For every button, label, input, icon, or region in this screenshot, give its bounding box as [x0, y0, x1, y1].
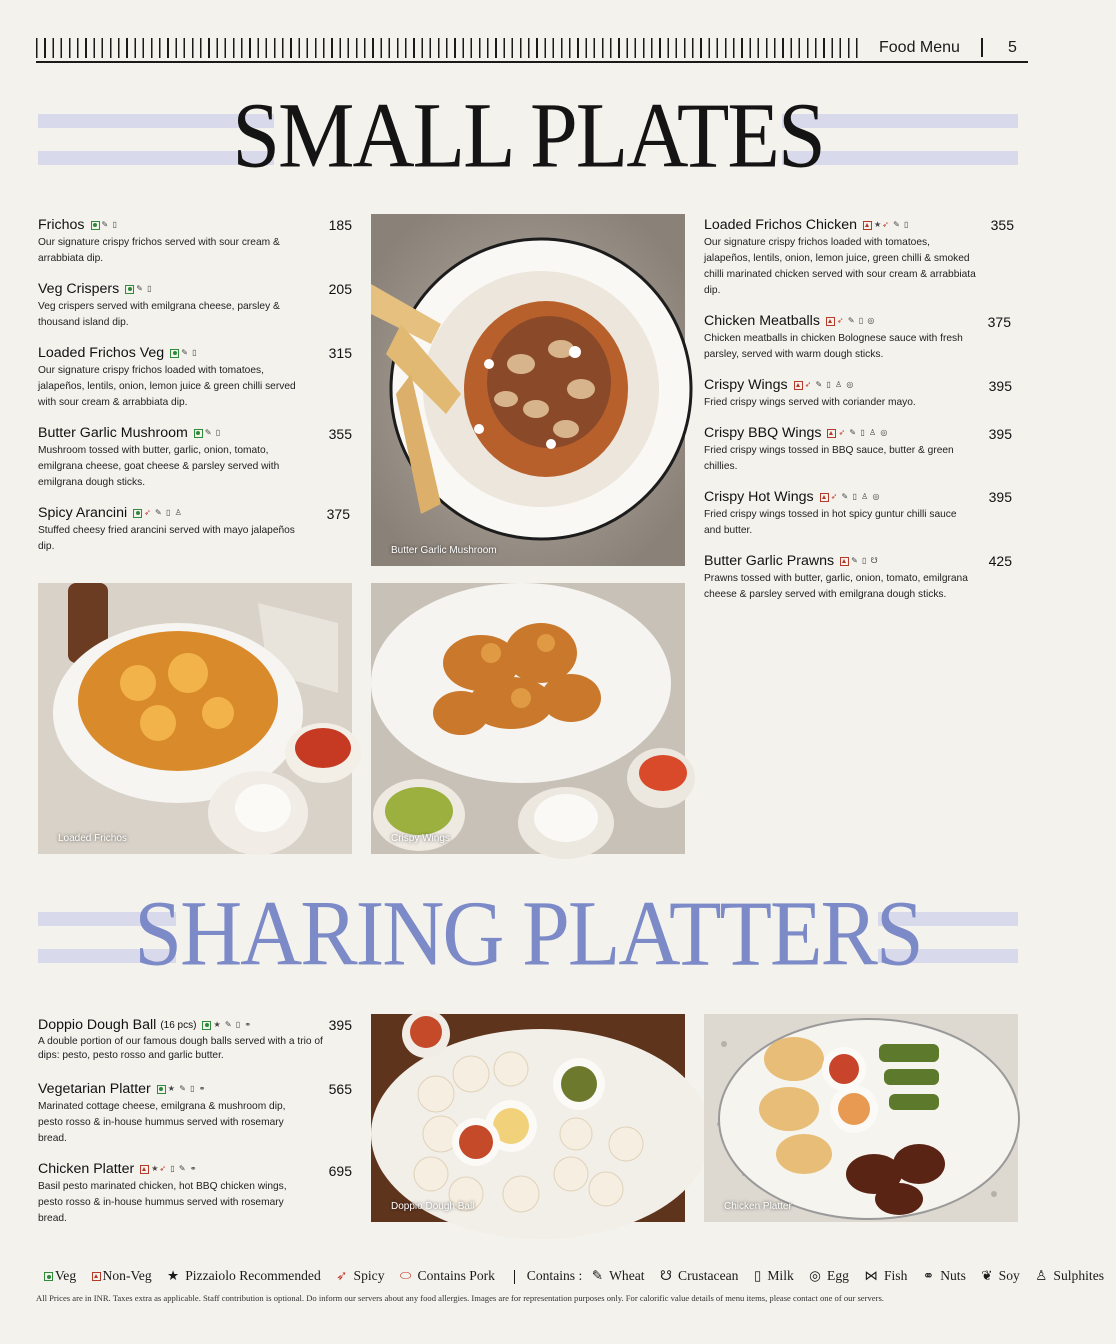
legend-pork: ⬭ Contains Pork [399, 1268, 495, 1283]
photo-chicken-platter [704, 1014, 1018, 1222]
legend-egg: ◎ Egg [809, 1268, 849, 1283]
diet-icons: ✎ ▯ [170, 348, 197, 357]
diet-icons: ★ ✎ ▯ ⚭ [157, 1084, 207, 1093]
wheat-icon: ✎ [591, 1268, 604, 1283]
pork-icon: ⬭ [399, 1268, 412, 1283]
item-price: 425 [988, 553, 1012, 569]
item-description: A double portion of our famous dough balls served with a trio of dips: pesto, pesto rosso and garlic butter. [38, 1036, 323, 1061]
item-description: Fried crispy wings tossed in BBQ sauce, butter & green chillies. [704, 445, 954, 472]
item-description: Stuffed cheesy fried arancini served with mayo jalapeños dip. [38, 525, 295, 552]
menu-item [38, 1160, 310, 1227]
legend-milk: ▯ Milk [753, 1268, 794, 1283]
item-price: 355 [328, 426, 352, 442]
non-veg-icon [820, 493, 829, 502]
menu-item [704, 488, 976, 539]
spicy-icon: ➶ [144, 508, 152, 518]
veg-icon [44, 1272, 53, 1281]
item-name: Loaded Frichos Veg [38, 345, 165, 361]
item-description: Our signature crispy frichos served with sour cream & arrabbiata dip. [38, 237, 280, 264]
photo-caption: Crispy Wings [391, 833, 450, 844]
diet-icons: ➶ ✎ ▯ ♙ ◎ [794, 380, 855, 389]
item-price: 315 [328, 345, 352, 361]
item-name: Chicken Platter [38, 1161, 135, 1177]
header-title: Food Menu [879, 39, 960, 56]
page-number: 5 [1008, 39, 1017, 56]
item-price: 185 [328, 217, 352, 233]
item-price: 565 [328, 1081, 352, 1097]
item-price: 355 [990, 217, 1014, 233]
legend-fish: ⋈ Fish [864, 1268, 908, 1283]
diet-icons: ➶ ✎ ▯ ♙ ◎ [827, 428, 888, 437]
item-description: Our signature crispy frichos loaded with tomatoes, jalapeños, lentils, onion, lemon juice, green chilli & smoked chilli marinated chicken served with sour cream & arrabbiata dip. [704, 237, 976, 296]
photo-butter-garlic-mushroom [371, 214, 685, 566]
non-veg-icon [827, 429, 836, 438]
non-veg-icon [794, 381, 803, 390]
menu-item [38, 1016, 328, 1063]
item-description: Veg crispers served with emilgrana cheese, parsley & thousand island dip. [38, 301, 280, 328]
dough-ball-illustration [371, 1014, 685, 1222]
dietary-legend [44, 1268, 1105, 1284]
menu-item [38, 216, 310, 267]
veg-icon [133, 509, 142, 518]
item-name: Veg Crispers [38, 281, 120, 297]
mushroom-illustration [371, 214, 685, 566]
legend-soy: ❦ Soy [981, 1268, 1020, 1283]
section-title-sharing-platters: SHARING PLATTERS [134, 881, 922, 985]
veg-icon [202, 1021, 211, 1030]
item-price: 395 [988, 489, 1012, 505]
chicken-platter-illustration [704, 1014, 1018, 1222]
menu-item [704, 424, 976, 475]
item-quantity: (16 pcs) [160, 1019, 197, 1031]
veg-icon [170, 349, 179, 358]
menu-item [704, 552, 976, 603]
item-name: Frichos [38, 217, 85, 233]
legend-veg: Veg [44, 1268, 82, 1283]
non-veg-icon [863, 221, 872, 230]
diet-icons: ✎ ▯ ☋ [840, 556, 879, 565]
item-description: Prawns tossed with butter, garlic, onion, tomato, emilgrana cheese & parsley served with emilgrana dough sticks. [704, 573, 968, 600]
diet-icons: ✎ ▯ [125, 284, 152, 293]
non-veg-icon [826, 317, 835, 326]
header-rule [36, 61, 1028, 63]
photo-caption: Chicken Platter [724, 1201, 792, 1212]
non-veg-icon [840, 557, 849, 566]
disclaimer: All Prices are in INR. Taxes extra as applicable. Staff contribution is optional. Do inform our servers about any food allergies. Images are for representation purposes only. For calorific value details of menu items, please contact one of our servers. [36, 1293, 884, 1303]
diet-icons: ★ ✎ ▯ ⚭ [202, 1020, 252, 1029]
menu-item [704, 312, 976, 363]
diet-icons: ★➶ ▯ ✎ ⚭ [140, 1164, 197, 1173]
legend-non-veg: Non-Veg [92, 1268, 158, 1283]
menu-item [38, 504, 310, 555]
legend-crustacean: ☋ Crustacean [659, 1268, 739, 1283]
item-description: Mushroom tossed with butter, garlic, onion, tomato, emilgrana cheese, goat cheese & parsley served with emilgrana dough sticks. [38, 445, 280, 488]
item-description: Marinated cottage cheese, emilgrana & mushroom dip, pesto rosso & in-house hummus served with rosemary bread. [38, 1101, 286, 1144]
veg-icon [91, 221, 100, 230]
egg-icon: ◎ [809, 1268, 822, 1283]
photo-caption: Loaded Frichos [58, 833, 127, 844]
item-description: Chicken meatballs in chicken Bolognese sauce with fresh parsley, served with warm dough sticks. [704, 333, 963, 360]
menu-item [704, 376, 976, 411]
diet-icons: ➶ ✎ ▯ ♙ ◎ [820, 492, 881, 501]
diet-icons: ✎ ▯ [194, 428, 221, 437]
non-veg-icon [92, 1272, 101, 1281]
chilli-icon: ➶ [336, 1268, 348, 1283]
diet-icons: ➶ ✎ ▯ ♙ [133, 508, 183, 517]
spicy-icon: ➶ [838, 428, 847, 438]
spicy-icon: ➶ [836, 316, 845, 326]
legend-divider [514, 1270, 515, 1284]
legend-nuts: ⚭ Nuts [922, 1268, 966, 1283]
fish-icon: ⋈ [864, 1268, 878, 1283]
diet-icons: ✎ ▯ [91, 220, 118, 229]
menu-item [38, 424, 310, 491]
soy-icon: ❦ [981, 1268, 993, 1283]
menu-item [38, 280, 310, 331]
item-price: 375 [326, 506, 350, 522]
legend-recommended: ★ Pizzaiolo Recommended [167, 1268, 321, 1283]
item-description: Basil pesto marinated chicken, hot BBQ chicken wings, pesto rosso & in-house hummus served with rosemary bread. [38, 1181, 287, 1224]
item-name: Butter Garlic Prawns [704, 553, 835, 569]
item-description: Fried crispy wings served with coriander mayo. [704, 397, 916, 408]
veg-icon [194, 429, 203, 438]
milk-icon: ▯ [753, 1268, 762, 1283]
photo-loaded-frichos [38, 583, 352, 854]
header-divider [981, 38, 983, 57]
item-name: Doppio Dough Ball [38, 1017, 157, 1033]
item-name: Crispy BBQ Wings [704, 425, 822, 441]
photo-crispy-wings [371, 583, 685, 854]
item-price: 395 [328, 1017, 352, 1033]
item-description: Fried crispy wings tossed in hot spicy guntur chilli sauce and butter. [704, 509, 957, 536]
diet-icons: ➶ ✎ ▯ ◎ [826, 316, 875, 325]
item-name: Loaded Frichos Chicken [704, 217, 857, 233]
legend-contains: Contains : [526, 1268, 583, 1283]
veg-icon [157, 1085, 166, 1094]
spicy-icon: ➶ [804, 380, 813, 390]
sulphites-icon: ♙ [1035, 1268, 1048, 1283]
menu-item [38, 1080, 310, 1147]
header-tick-rule [36, 38, 860, 58]
legend-sulphites: ♙ Sulphites [1035, 1268, 1105, 1283]
spicy-icon: ➶ [159, 1164, 168, 1174]
spicy-icon: ➶ [830, 492, 839, 502]
photo-caption: Doppio Dough Ball [391, 1201, 475, 1212]
item-name: Crispy Hot Wings [704, 489, 814, 505]
spicy-icon: ➶ [882, 220, 890, 230]
wings-illustration [371, 583, 685, 854]
legend-spicy: ➶ Spicy [336, 1268, 385, 1283]
non-veg-icon [140, 1165, 149, 1174]
section-title-small-plates: SMALL PLATES [232, 83, 824, 187]
photo-caption: Butter Garlic Mushroom [391, 545, 497, 556]
star-icon: ★ [167, 1268, 180, 1283]
item-price: 695 [328, 1163, 352, 1179]
item-name: Spicy Arancini [38, 505, 128, 521]
frichos-illustration [38, 583, 352, 854]
item-price: 395 [988, 378, 1012, 394]
legend-wheat: ✎ Wheat [591, 1268, 645, 1283]
diet-icons: ★➶ ✎ ▯ [863, 220, 909, 229]
item-name: Crispy Wings [704, 377, 788, 393]
item-name: Butter Garlic Mushroom [38, 425, 188, 441]
item-name: Vegetarian Platter [38, 1081, 151, 1097]
item-name: Chicken Meatballs [704, 313, 820, 329]
photo-doppio-dough-ball [371, 1014, 685, 1222]
item-price: 375 [987, 314, 1011, 330]
menu-item [38, 344, 310, 411]
crustacean-icon: ☋ [659, 1268, 673, 1283]
veg-icon [125, 285, 134, 294]
item-price: 205 [328, 281, 352, 297]
menu-item [704, 216, 976, 299]
item-description: Our signature crispy frichos loaded with tomatoes, jalapeños, lentils, onion, lemon juice & green chilli served with sour cream & arrabbiata dip. [38, 365, 296, 408]
item-price: 395 [988, 426, 1012, 442]
nuts-icon: ⚭ [922, 1268, 935, 1283]
